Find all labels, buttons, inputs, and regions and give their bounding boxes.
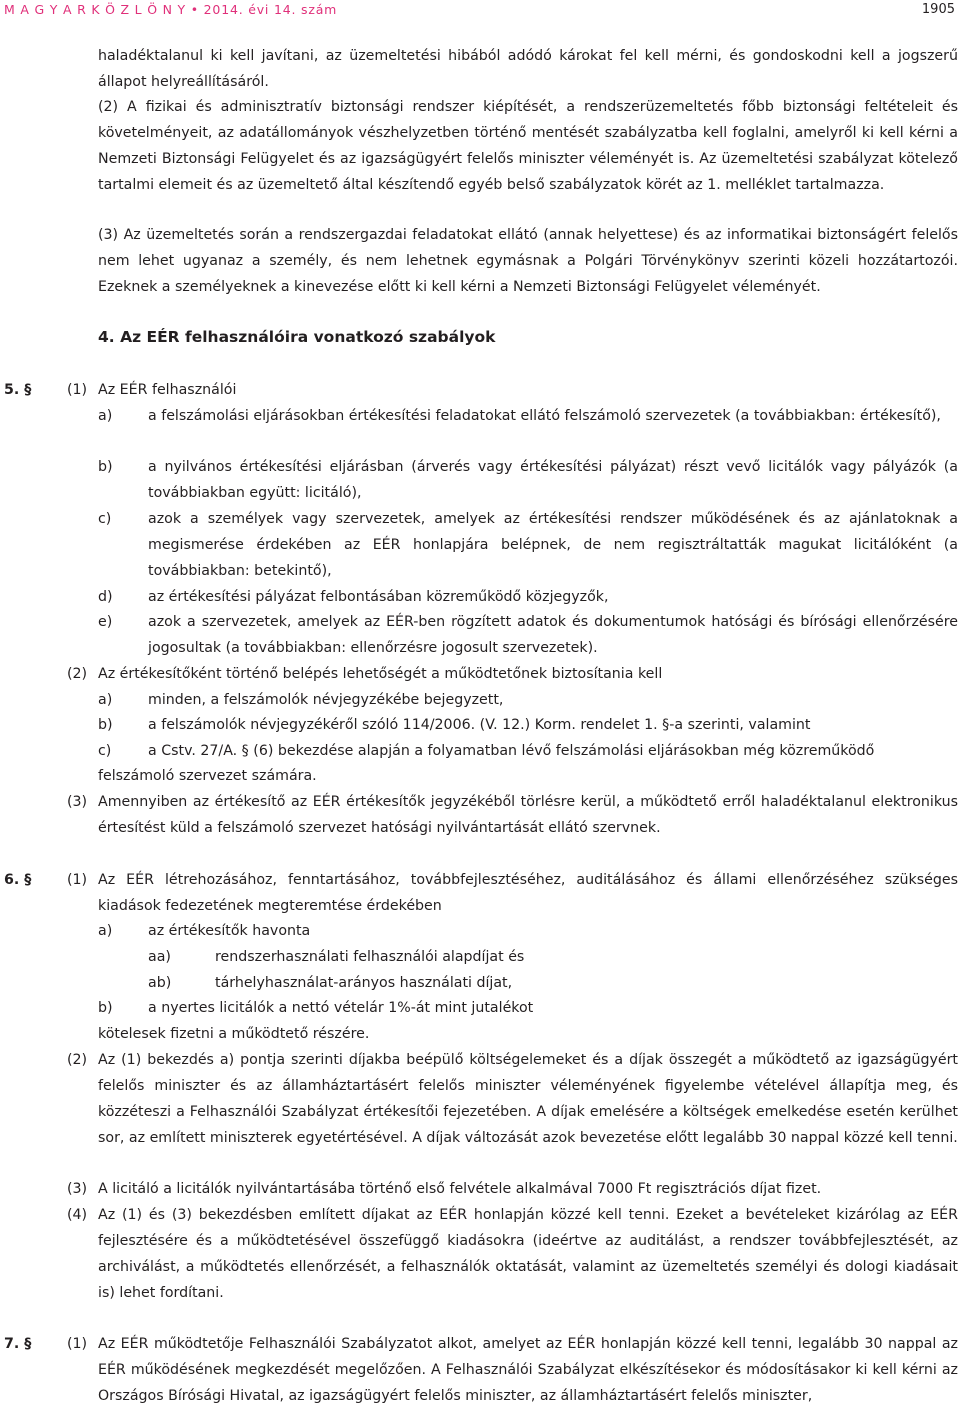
s5-item-label: b) bbox=[98, 459, 113, 475]
paragraph-3: (3) Az üzemeltetés során a rendszergazdai feladatokat ellátó (annak helyettese) és az informatikai biztonságért felelős nem lehet ugyanaz a személy, és nem lehetnek egymásnak a Polgári Törvénykönyv szerinti közeli hozzátartozói. Ezeknek a személyeknek a kinevezése előtt ki kell kérni a Nemzeti Biztonsági Felügyelet véleményét. bbox=[98, 227, 958, 295]
s7-p1-text: Az EÉR működtetője Felhasználói Szabályzatot alkot, amelyet az EÉR honlapján közzé kell tenni, legalább 30 nappal az EÉR működésének megkezdését megelőzően. A Felhasználói Szabályzat elkészítésekor és módosításakor ki kell kérni az Országos Bírósági Hivatal, az igazságügyért felelős miniszter, az államháztartásért felelős miniszter, bbox=[98, 1336, 958, 1404]
s5-p3-text: Amennyiben az értékesítő az EÉR értékesítők jegyzékéből törlésre kerül, a működtető erről haladéktalanul elektronikus értesítést küld a felszámoló szervezet hatósági nyilvántartását ellátó szervnek. bbox=[98, 794, 958, 836]
s5-item-text: azok a személyek vagy szervezetek, amelyek az értékesítési rendszer működésének és az ajánlatoknak a megismerése érdekében az EÉR honlapjára belépnek, de nem regisztráltatták magukat licitálóként (a továbbiakban: betekintő), bbox=[148, 511, 958, 579]
paragraph-2: (2) A fizikai és adminisztratív biztonsági rendszer kiépítését, a rendszerüzemeltetés főbb biztonsági feltételeit és követelményeit, az adatállományok vészhelyzetben történő mentését szabályzatba kell foglalni, amelyről ki kell kérni a Nemzeti Biztonsági Felügyelet és az igazságügyért felelős miniszter véleményét is. Az üzemeltetési szabályzat kötelező tartalmi elemeit és az üzemeltető által készítendő egyéb belső szabályzatok körét az 1. melléklet tartalmazza. bbox=[98, 99, 958, 193]
s6-p2-text: Az (1) bekezdés a) pontja szerinti díjakba beépülő költségelemeket és a díjak összegét a működtető az igazságügyért felelős miniszter és az államháztartásért felelős miniszter véleményének figyelembe vételével állapítja meg, és közzéteszi a Felhasználói Szabályzat értékesítői fejezetében. A díjak emelésére a költségek emelkedése esetén kerülhet sor, az említett miniszterek egyetértésével. A díjak változását azok bevezetése előtt legalább 30 nappal közzé kell tenni. bbox=[98, 1052, 958, 1146]
s5-p2-item-label: c) bbox=[98, 743, 112, 759]
s5-p2-item-text: a felszámolók névjegyzékéről szóló 114/2006. (V. 12.) Korm. rendelet 1. §-a szerinti, valamint bbox=[148, 717, 811, 733]
publication-title: M A G Y A R K Ö Z L Ö N Y • 2014. évi 14. szám bbox=[4, 2, 338, 17]
s5-p2-item-label: a) bbox=[98, 692, 113, 708]
s6-p1-tail: kötelesek fizetni a működtető részére. bbox=[98, 1026, 370, 1042]
s6-p4-number: (4) bbox=[67, 1207, 88, 1223]
s5-item-label: c) bbox=[98, 511, 112, 527]
s6-ab-text: tárhelyhasználat-arányos használati díjat, bbox=[215, 975, 513, 991]
page-header bbox=[0, 0, 960, 18]
s6-p1-text: Az EÉR létrehozásához, fenntartásához, továbbfejlesztéséhez, auditálásához és állami ellenőrzéséhez szükséges kiadások fedezetének megteremtése érdekében bbox=[98, 872, 958, 914]
page-number: 1905 bbox=[921, 2, 955, 17]
s6-p3-number: (3) bbox=[67, 1181, 88, 1197]
s5-p2-number: (2) bbox=[67, 666, 88, 682]
s5-p3-number: (3) bbox=[67, 794, 88, 810]
s6-a-label: a) bbox=[98, 923, 113, 939]
s5-item-label: a) bbox=[98, 408, 113, 424]
section-6-label: 6. § bbox=[4, 872, 32, 888]
s5-p1-number: (1) bbox=[67, 382, 88, 398]
s5-item-text: az értékesítési pályázat felbontásában közreműködő közjegyzők, bbox=[148, 589, 609, 605]
section-heading: 4. Az EÉR felhasználóira vonatkozó szabályok bbox=[98, 328, 496, 346]
s5-p1-text: Az EÉR felhasználói bbox=[98, 382, 237, 398]
section-5-label: 5. § bbox=[4, 382, 32, 398]
s6-aa-text: rendszerhasználati felhasználói alapdíjat és bbox=[215, 949, 525, 965]
s6-aa-label: aa) bbox=[148, 949, 171, 965]
continuation-paragraph: haladéktalanul ki kell javítani, az üzemeltetési hibából adódó károkat fel kell mérni, és gondoskodni kell a jogszerű állapot helyreállításáról. bbox=[98, 48, 958, 90]
s5-item-text: azok a szervezetek, amelyek az EÉR-ben rögzített adatok és dokumentumok hatósági és bírósági ellenőrzésére jogosultak (a továbbiakban: ellenőrzésre jogosult szervezetek). bbox=[148, 614, 958, 656]
s5-item-text: a felszámolási eljárásokban értékesítési feladatokat ellátó felszámoló szervezetek (a továbbiakban: értékesítő), bbox=[148, 408, 941, 424]
s5-item-label: e) bbox=[98, 614, 113, 630]
s5-p2-text: Az értékesítőként történő belépés lehetőségét a működtetőnek biztosítania kell bbox=[98, 666, 663, 682]
section-7-label: 7. § bbox=[4, 1336, 32, 1352]
s5-item-label: d) bbox=[98, 589, 113, 605]
s7-p1-number: (1) bbox=[67, 1336, 88, 1352]
s6-a-text: az értékesítők havonta bbox=[148, 923, 311, 939]
s5-item-text: a nyilvános értékesítési eljárásban (árverés vagy értékesítési pályázat) részt vevő licitálók vagy pályázók (a továbbiakban együtt: licitáló), bbox=[148, 459, 958, 501]
s5-p2-item-text: minden, a felszámolók névjegyzékébe bejegyzett, bbox=[148, 692, 504, 708]
s6-p1-number: (1) bbox=[67, 872, 88, 888]
s6-b-label: b) bbox=[98, 1000, 113, 1016]
s6-p3-text: A licitáló a licitálók nyilvántartásába történő első felvétele alkalmával 7000 Ft regisztrációs díjat fizet. bbox=[98, 1181, 822, 1197]
s5-p2-tail: felszámoló szervezet számára. bbox=[98, 768, 317, 784]
s6-p2-number: (2) bbox=[67, 1052, 88, 1068]
s6-b-text: a nyertes licitálók a nettó vételár 1%-át mint jutalékot bbox=[148, 1000, 534, 1016]
s5-p2-item-text: a Cstv. 27/A. § (6) bekezdése alapján a folyamatban lévő felszámolási eljárásokban még közreműködő bbox=[148, 743, 875, 759]
s6-ab-label: ab) bbox=[148, 975, 172, 991]
s6-p4-text: Az (1) és (3) bekezdésben említett díjakat az EÉR honlapján közzé kell tenni. Ezeket a bevételeket kizárólag az EÉR fejlesztésére és a működtetésével összefüggő kiadásokra (ideértve az auditálást, a rendszer továbbfejlesztését, az archiválást, a működtetés ellenőrzését, a felhasználók oktatását, valamint az üzemeltetés személyi és dologi kiadásait is) lehet fordítani. bbox=[98, 1207, 958, 1301]
s5-p2-item-label: b) bbox=[98, 717, 113, 733]
